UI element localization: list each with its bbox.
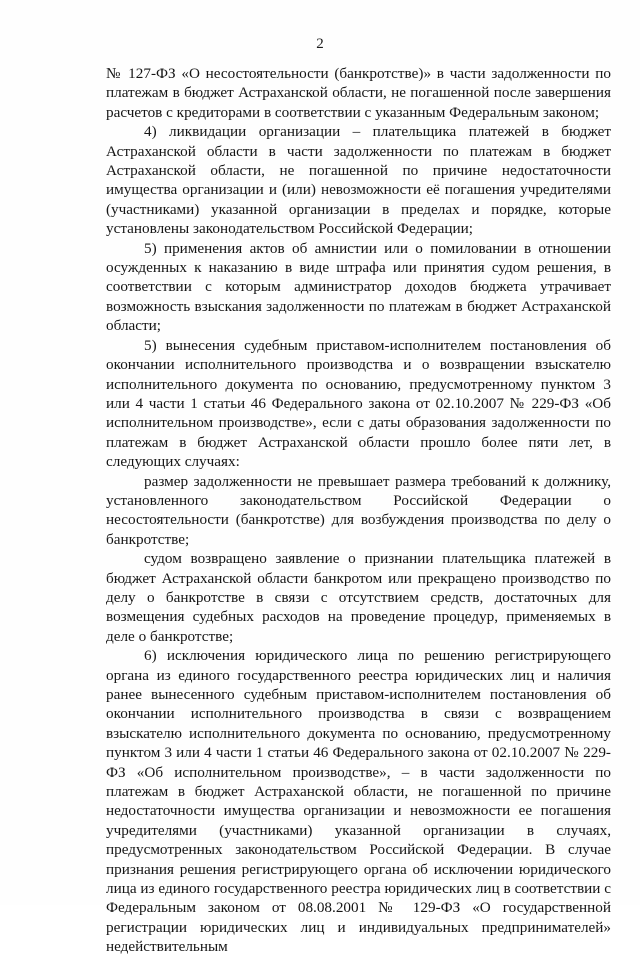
page-number: 2 <box>316 36 324 52</box>
paragraph-item-5-bailiff: 5) вынесения судебным приставом-исполнителем постановления об окончании исполнительного производства и о возвращении взыскателю исполнительного документа по основанию, предусмотренному пунктом 3 или 4 части 1 статьи 46 Федерального закона от 02.10.2007 № 229-ФЗ «Об исполнительном производстве», если с даты образования задолженности по платежам в бюджет Астраханской области прошло более пяти лет, в следующих случаях: <box>106 336 611 471</box>
paragraph-item-4-liquidation: 4) ликвидации организации – плательщика платежей в бюджет Астраханской области в части задолженности по платежам в бюджет Астраханской области, не погашенной по причине недостаточности имущества организации и (или) невозможности её погашения учредителями (участниками) указанной организации в пределах и порядке, которые установлены законодательством Российской Федерации; <box>106 123 611 238</box>
paragraph-continuation: № 127-ФЗ «О несостоятельности (банкротстве)» в части задолженности по платежам в бюджет Астраханской области, не погашенной после завершения расчетов с кредиторами в соответствии с указанным Федеральным законом; <box>106 65 611 121</box>
paragraph-item-5-amnesty: 5) применения актов об амнистии или о помиловании в отношении осужденных к наказанию в виде штрафа или принятия судом решения, в соответствии с которым администратор доходов бюджета утрачивает возможность взыскания задолженности по платежам в бюджет Астраханской области; <box>106 239 611 335</box>
paragraph-case-court-returned: судом возвращено заявление о признании плательщика платежей в бюджет Астраханской области банкротом или прекращено производство по делу о банкротстве в связи с отсутствием средств, достаточных для возмещения судебных расходов на проведение процедур, применяемых в деле о банкротстве; <box>106 550 611 645</box>
document-body <box>106 64 611 957</box>
paragraph-item-6-exclusion: 6) исключения юридического лица по решению регистрирующего органа из единого государственного реестра юридических лиц и наличия ранее вынесенного судебным приставом-исполнителем постановления об окончании исполнительного производства в связи с возвращением взыскателю исполнительного документа по основанию, предусмотренному пунктом 3 или 4 части 1 статьи 46 Федерального закона от 02.10.2007 № 229-ФЗ «Об исполнительном производстве», – в части задолженности по платежам в бюджет Астраханской области, не погашенной по причине недостаточности имущества организации и невозможности ее погашения учредителями (участниками) указанной организации в случаях, предусмотренных законодательством Российской Федерации. В случае признания решения регистрирующего органа об исключении юридического лица из единого государственного реестра юридических лиц в соответствии с Федеральным законом от 08.08.2001 № 129-ФЗ «О государственной регистрации юридических лиц и индивидуальных предпринимателей» недействительным <box>106 647 611 956</box>
paragraph-case-debt-size: размер задолженности не превышает размера требований к должнику, установленного законодательством Российской Федерации о несостоятельности (банкротстве) для возбуждения производства по делу о банкротстве; <box>106 472 611 548</box>
